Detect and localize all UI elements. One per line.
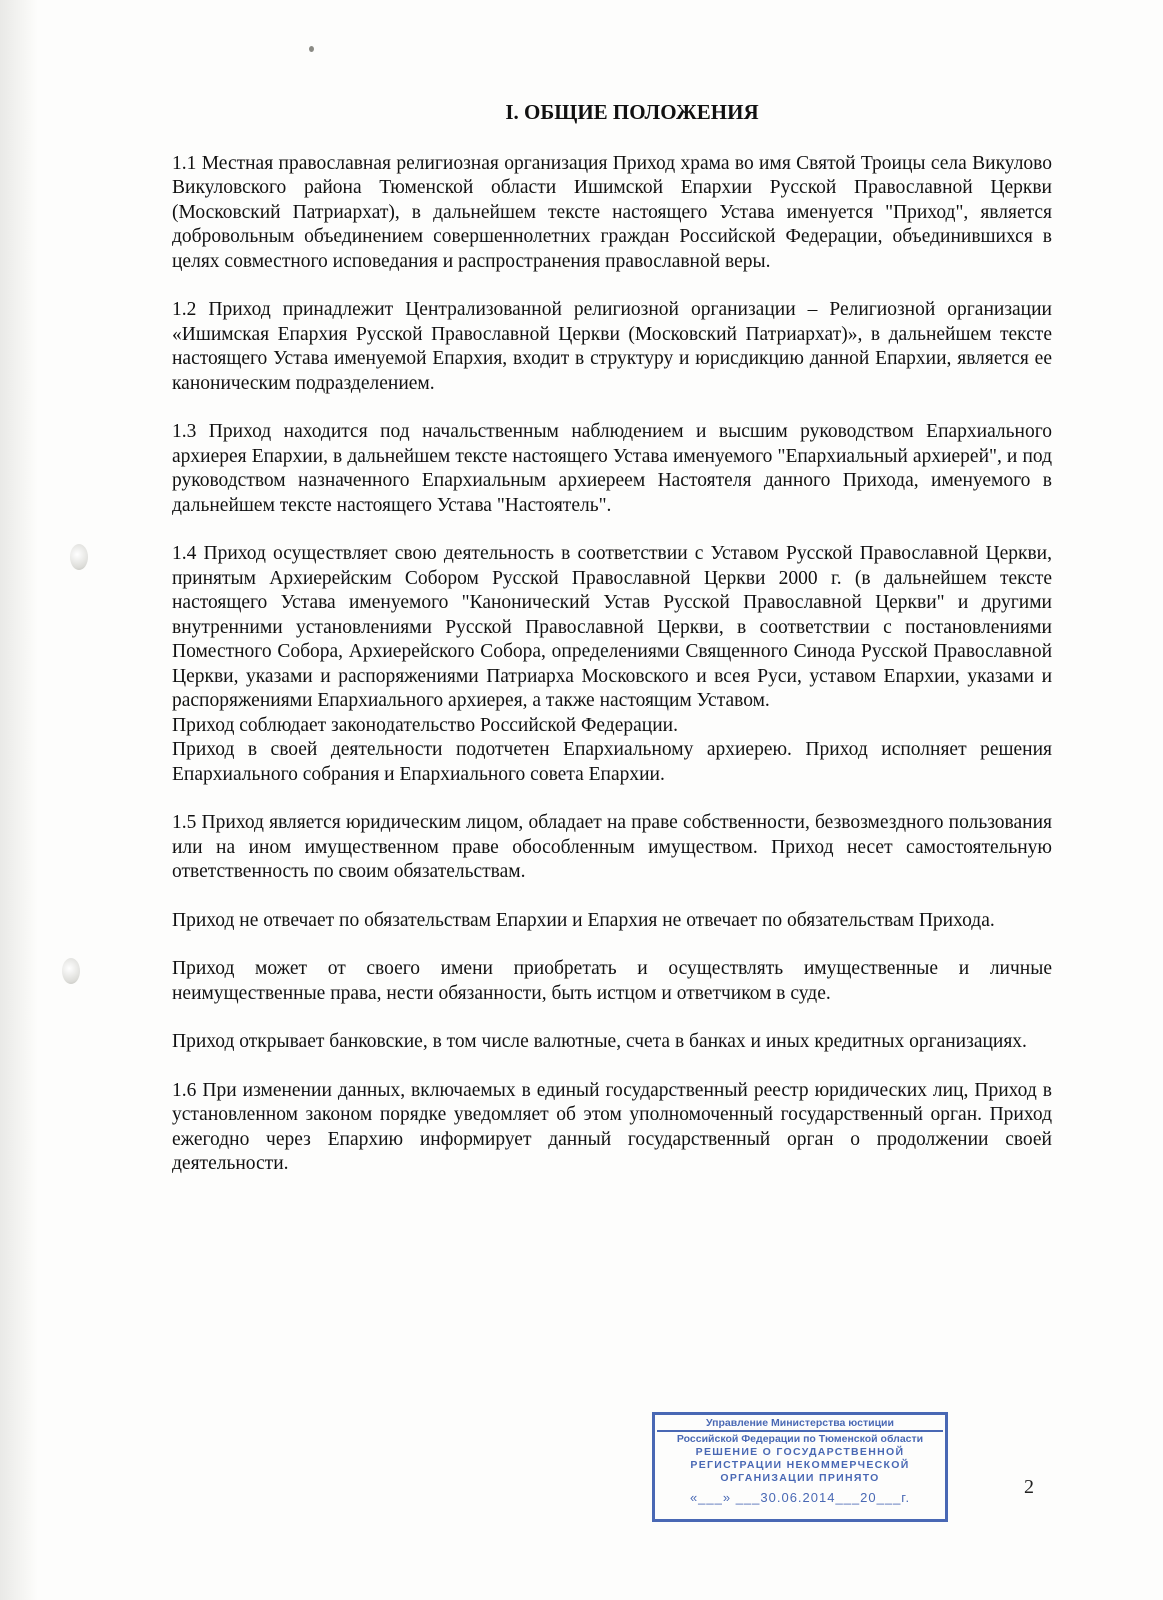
paragraph-1-5-rights: Приход может от своего имени приобретать и осуществлять имущественные и личные неимущественные права, нести обязанности, быть истцом и ответчиком в суде. [172,958,1052,1004]
page-number: 2 [1024,1476,1034,1498]
paragraph-1-4: 1.4 Приход осуществляет свою деятельность в соответствии с Уставом Русской Православной Церкви, принятым Архиерейским Собором Русской Православной Церкви 2000 г. (в дальнейшем тексте настоящего Устава именуемого "Канонический Устав Русской Православной Церкви" и другими внутренними установлениями Русской Православной Церкви, в соответствии с постановлениями Поместного Собора, Архиерейского Собора, определениями Священного Синода Русской Православной Церкви, указами и распоряжениями Патриарха Московского и всея Руси, уставом Епархии, указами и распоряжениями Епархиального архиерея, а также настоящим Уставом. [172,543,1052,711]
binder-hole-bottom [62,958,80,984]
registration-stamp [652,1412,948,1522]
binder-hole-top [70,544,88,570]
paragraph-1-4-accountable: Приход в своей деятельности подотчетен Епархиальному архиерею. Приход исполняет решения Епархиального собрания и Епархиального совета Епархии. [172,739,1052,785]
stamp-decision-line1: РЕШЕНИЕ О ГОСУДАРСТВЕННОЙ [695,1446,905,1458]
paragraph-1-5-accounts: Приход открывает банковские, в том числе валютные, счета в банках и иных кредитных организациях. [172,1031,1027,1052]
section-heading: I. ОБЩИЕ ПОЛОЖЕНИЯ [505,100,759,124]
paragraph-1-5-liability: Приход не отвечает по обязательствам Епархии и Епархия не отвечает по обязательствам Прихода. [172,909,995,931]
stamp-decision-line3: ОРГАНИЗАЦИИ ПРИНЯТО [720,1472,880,1484]
scan-shadow-edge [0,0,38,1600]
paragraph-1-5: 1.5 Приход является юридическим лицом, обладает на праве собственности, безвозмездного пользования или на ином имущественном праве обособленным имуществом. Приход несет самостоятельную ответственность по своим обязательствам. [172,812,1052,882]
paragraph-1-6: 1.6 При изменении данных, включаемых в единый государственный реестр юридических лиц, Приход в установленном законом порядке уведомляет об этом уполномоченный государственный орган. Приход ежегодно через Епархию информирует данный государственный орган о продолжении своей деятельности. [172,1079,1052,1174]
paragraph-1-2: 1.2 Приход принадлежит Централизованной религиозной организации – Религиозной организации «Ишимская Епархия Русской Православной Церкви (Московский Патриархат)», в дальнейшем тексте настоящего Устава именуемой Епархия, входит в структуру и юрисдикцию данной Епархии, является ее каноническим подразделением. [172,299,1052,394]
stamp-decision-line2: РЕГИСТРАЦИИ НЕКОММЕРЧЕСКОЙ [690,1459,910,1471]
document-body [172,100,1052,1177]
paragraph-1-4-law: Приход соблюдает законодательство Российской Федерации. [172,714,678,736]
stamp-date: «___» ___30.06.2014___20___г. [689,1490,911,1505]
paragraph-1-1: 1.1 Местная православная религиозная организация Приход храма во имя Святой Троицы села Викулово Викуловского района Тюменской области Ишимской Епархии Русской Православной Церкви (Московский Патриархат), в дальнейшем тексте настоящего Устава именуется "Приход", является добровольным объединением совершеннолетних граждан Российской Федерации, объединившихся в целях совместного исповедания и распространения православной веры. [172,152,1052,272]
paragraph-1-3: 1.3 Приход находится под начальственным наблюдением и высшим руководством Епархиального архиерея Епархии, в дальнейшем тексте настоящего Устава именуемого "Епархиальный архиерей", и под руководством назначенного Епархиальным архиереем Настоятеля данного Прихода, именуемого в дальнейшем тексте настоящего Устава "Настоятель". [172,421,1052,516]
stamp-region: Российской Федерации по Тюменской области [676,1433,924,1445]
scan-speck [309,46,314,52]
stamp-authority: Управление Министерства юстиции [657,1417,943,1432]
